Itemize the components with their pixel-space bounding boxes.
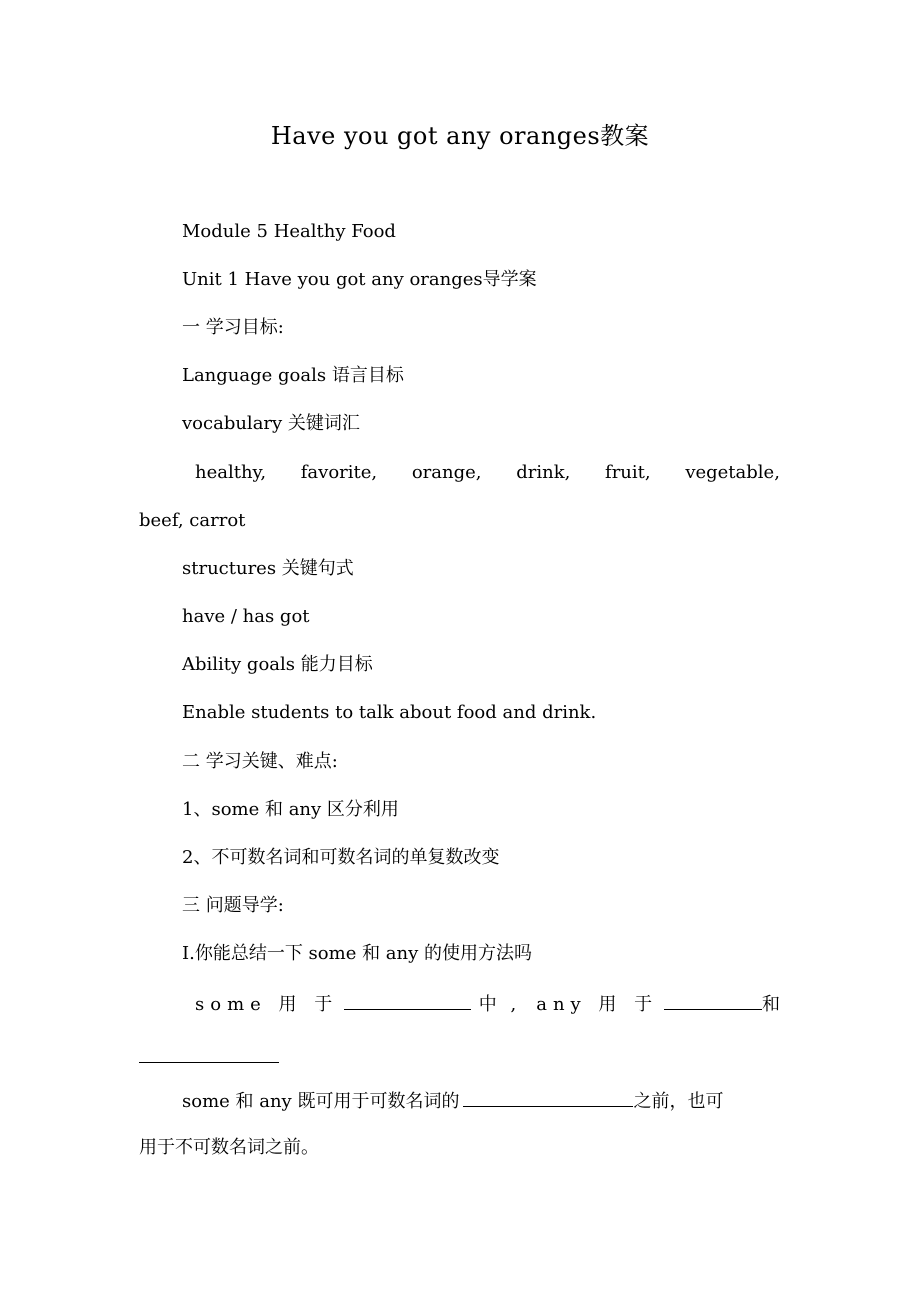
structures-line: structures 关键句式	[182, 558, 354, 579]
vocab-word: fruit,	[605, 462, 651, 483]
key-point-1: 1、some 和 any 区分利用	[182, 799, 399, 820]
blank-field[interactable]	[664, 989, 762, 1010]
module-line: Module 5 Healthy Food	[182, 221, 396, 242]
fill-label-any: any 用 于	[536, 994, 659, 1015]
section-heading-key-points: 二 学习关键、难点:	[182, 751, 338, 772]
para-line-1	[182, 1086, 780, 1116]
vocab-word: drink,	[516, 462, 571, 483]
ability-item: Enable students to talk about food and drink.	[182, 702, 597, 723]
fill-label-zhong: 中 ,	[478, 994, 521, 1015]
vocab-word: healthy,	[195, 462, 267, 483]
vocab-continuation: beef, carrot	[139, 510, 246, 531]
para-text-a: some 和 any 既可用于可数名词的	[182, 1091, 460, 1112]
fill-label-some: some 用 于	[195, 994, 339, 1015]
unit-line: Unit 1 Have you got any oranges导学案	[182, 269, 537, 290]
document-title: Have you got any oranges教案	[270, 122, 650, 150]
question-1: I.你能总结一下 some 和 any 的使用方法吗	[182, 943, 533, 964]
section-heading-questions: 三 问题导学:	[182, 895, 284, 916]
blank-field[interactable]	[344, 989, 471, 1010]
key-point-2: 2、不可数名词和可数名词的单复数改变	[182, 847, 500, 868]
vocab-word: favorite,	[300, 462, 378, 483]
section-heading-goals: 一 学习目标:	[182, 317, 284, 338]
para-line-2: 用于不可数名词之前。	[139, 1137, 319, 1158]
blank-field[interactable]	[463, 1086, 633, 1107]
fill-in-row	[195, 989, 780, 1019]
fill-label-he: 和	[762, 994, 780, 1015]
para-text-b: 之前，也可	[633, 1091, 724, 1112]
vocab-word: vegetable,	[685, 462, 780, 483]
language-goals-line: Language goals 语言目标	[182, 365, 404, 386]
vocab-words-row	[195, 459, 780, 487]
blank-field[interactable]	[139, 1062, 279, 1063]
ability-goals-line: Ability goals 能力目标	[182, 654, 373, 675]
vocab-word: orange,	[411, 462, 482, 483]
vocabulary-line: vocabulary 关键词汇	[182, 413, 360, 434]
structure-item: have / has got	[182, 606, 310, 627]
